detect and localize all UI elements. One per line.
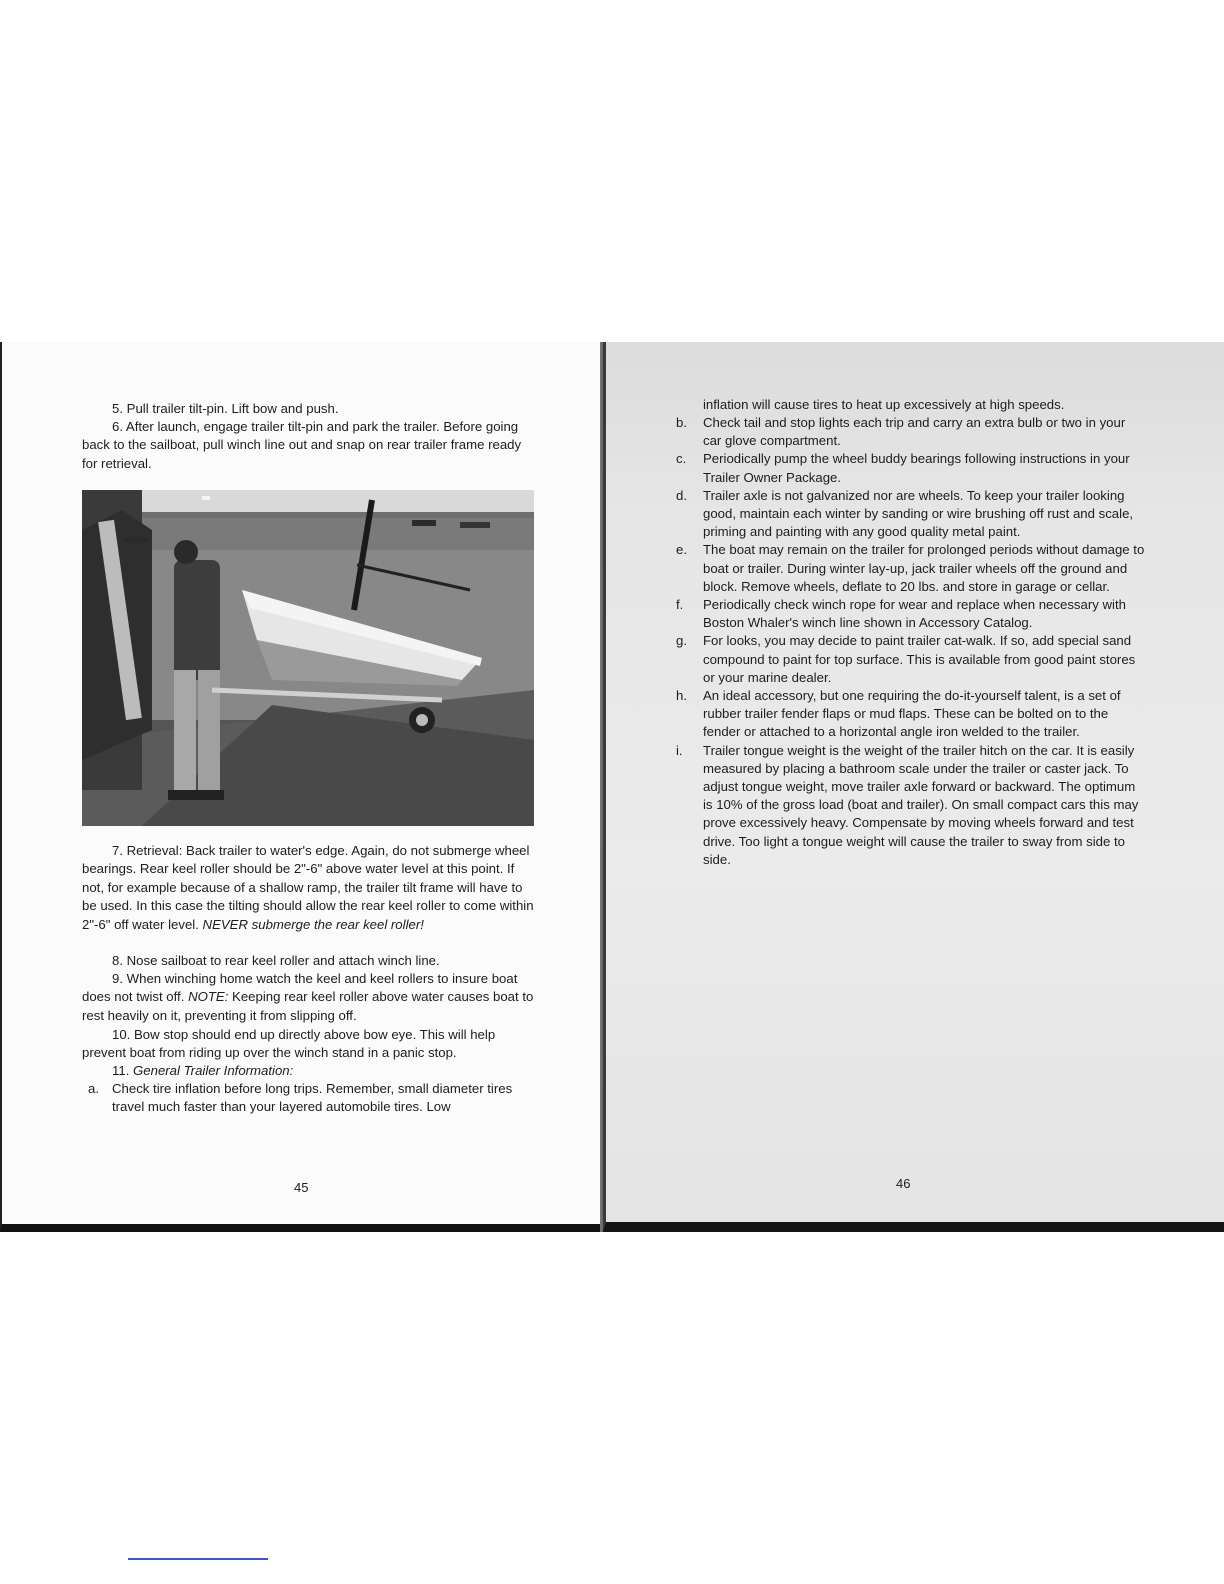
left-page xyxy=(0,342,600,1232)
list-marker: d. xyxy=(676,487,687,503)
sailboat-retrieval-photo xyxy=(82,490,534,826)
list-item-text: Check tail and stop lights each trip and carry an extra bulb or two in your car glove compartment. xyxy=(703,415,1126,449)
paragraph-9-text: 9. When winching home watch the keel and keel rollers to insure boat does not twist off. xyxy=(82,971,518,1005)
list-marker: g. xyxy=(676,633,687,649)
paragraph-6: 6. After launch, engage trailer tilt-pin and park the trailer. Before going back to the sailboat, pull winch line out and snap on rear trailer frame ready for retrieval. xyxy=(82,419,522,471)
list-item-text: The boat may remain on the trailer for prolonged periods without damage to boat or trailer. During winter lay-up, jack trailer wheels off the ground and block. Remove wheels, deflate to 20 lbs. and store in garage or cellar. xyxy=(703,542,1145,594)
list-marker: a. xyxy=(88,1081,99,1096)
list-marker: i. xyxy=(676,742,683,758)
trailer-info-list xyxy=(676,414,1146,869)
list-item-a xyxy=(82,1080,538,1117)
list-item-text: Trailer axle is not galvanized nor are wheels. To keep your trailer looking good, maintain each winter by sanding or wire brushing off rust and scale, priming and painting with any good quality metal paint. xyxy=(703,487,1134,540)
paragraph-10: 10. Bow stop should end up directly above bow eye. This will help prevent boat from riding up over the winch stand in a panic stop. xyxy=(82,1027,496,1061)
list-item xyxy=(676,632,1146,687)
list-item-text: Check tire inflation before long trips. Remember, small diameter tires travel much faster than your layered automobile tires. Low xyxy=(112,1081,513,1115)
list-marker: f. xyxy=(676,597,684,613)
list-marker: b. xyxy=(676,415,687,430)
list-item xyxy=(676,541,1146,596)
list-item-text: Periodically check winch rope for wear and replace when necessary with Boston Whaler's winch line shown in Accessory Catalog. xyxy=(703,597,1126,631)
page-number-46: 46 xyxy=(896,1176,911,1191)
paragraph-7 xyxy=(82,842,538,934)
paragraph-5: 5. Pull trailer tilt-pin. Lift bow and push. xyxy=(112,401,339,416)
page-number-45: 45 xyxy=(294,1180,309,1195)
list-item-text: Trailer tongue weight is the weight of the trailer hitch on the car. It is easily measured by placing a bathroom scale under the trailer or caster jack. To adjust tongue weight, move trailer axle forward or backward. The optimum is 10% of the gross load (boat and trailer). On small compact cars this may prove excessively heavy. Compensate by moving wheels forward and test drive. Too light a tongue weight will cause the trailer to sway from side to side. xyxy=(703,742,1139,867)
list-item xyxy=(676,487,1146,542)
paragraph-11 xyxy=(82,1062,538,1080)
list-item xyxy=(676,450,1146,486)
paragraph-7-text: 7. Retrieval: Back trailer to water's edge. Again, do not submerge wheel bearings. Rear keel roller should be 2"-6" above water level at this point. If not, for example because of a shallow ramp, the trailer tilt frame will have to be used. In this case the tilting should allow the rear keel roller to come within 2"-6" off water level. xyxy=(82,843,534,932)
list-item xyxy=(676,414,1146,450)
right-page xyxy=(603,342,1224,1232)
note-text: Keeping rear keel roller above water causes boat to rest heavily on it, preventing it from slipping off. xyxy=(82,989,534,1023)
list-item-text: An ideal accessory, but one requiring the do-it-yourself talent, is a set of rubber trailer fender flaps or mud flaps. These can be bolted on to the fender or attached to a horizontal angle iron welded to the trailer. xyxy=(703,688,1121,740)
note-label: NOTE: xyxy=(188,989,229,1005)
list-item-text: Periodically pump the wheel buddy bearings following instructions in your Trailer Owner Package. xyxy=(703,451,1130,485)
list-marker: c. xyxy=(676,451,687,467)
section-title: General Trailer Information: xyxy=(133,1063,294,1078)
paragraph-9 xyxy=(82,970,538,1025)
paragraph-11-number: 11. xyxy=(112,1063,130,1078)
continuation-text: inflation will cause tires to heat up excessively at high speeds. xyxy=(703,397,1065,412)
list-item xyxy=(676,687,1146,742)
footer-link-underline xyxy=(128,1558,268,1560)
list-item xyxy=(676,742,1146,869)
list-item xyxy=(676,596,1146,632)
paragraph-8: 8. Nose sailboat to rear keel roller and attach winch line. xyxy=(112,953,440,968)
warning-text: NEVER submerge the rear keel roller! xyxy=(202,916,424,932)
list-item-text: For looks, you may decide to paint trailer cat-walk. If so, add special sand compound to paint for top surface. This is available from good paint stores or your marine dealer. xyxy=(703,633,1136,685)
list-marker: h. xyxy=(676,688,687,704)
list-marker: e. xyxy=(676,542,687,558)
